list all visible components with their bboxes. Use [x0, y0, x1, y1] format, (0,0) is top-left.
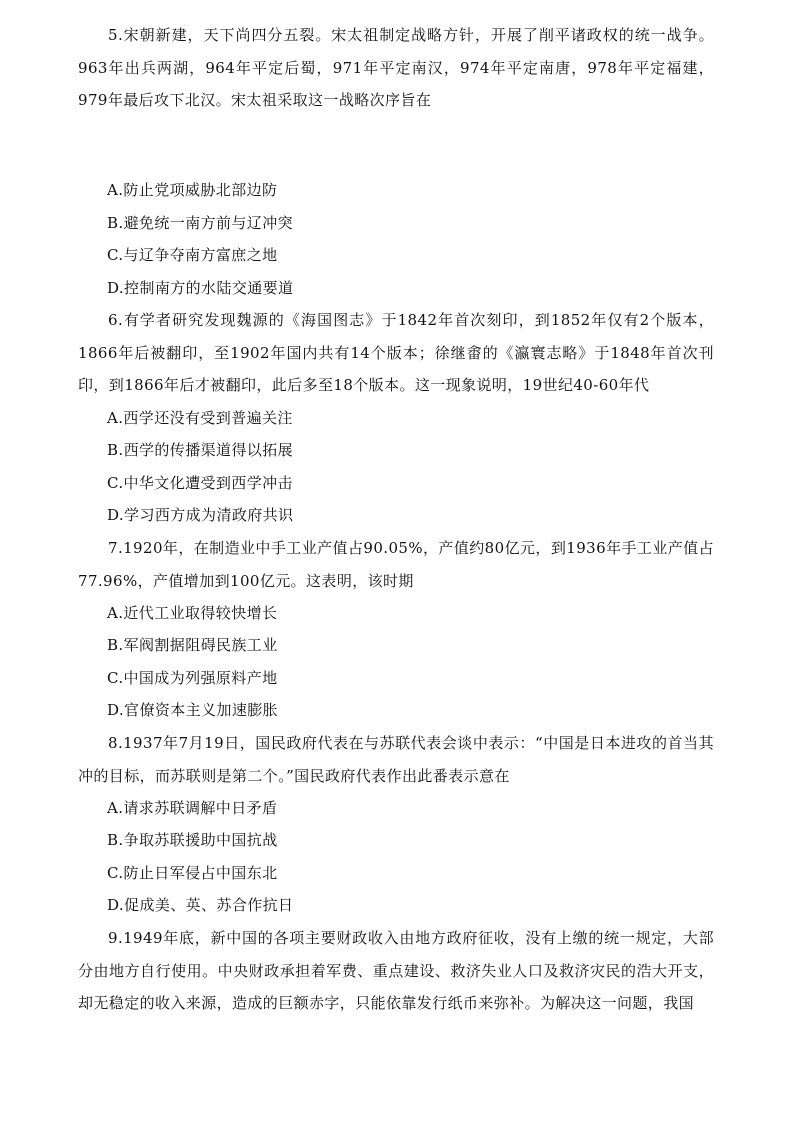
- question-6-stem: 6.有学者研究发现魏源的《海国图志》于1842年首次刻印，到1852年仅有2个版本，1866年后被翻印，至1902年国内共有14个版本；徐继畬的《瀛寰志略》于1848年首次刊印，到1866年后才被翻印，此后多至18个版本。这一现象说明，19世纪40-60年代: [78, 311, 714, 394]
- question-8-option-c: C.防止日军侵占中国东北: [107, 864, 278, 882]
- question-8-option-d: D.促成美、英、苏合作抗日: [107, 896, 294, 914]
- question-9-stem: 9.1949年底，新中国的各项主要财政收入由地方政府征收，没有上缴的统一规定，大部分由地方自行使用。中央财政承担着军费、重点建设、救济失业人口及救济灾民的浩大开支，却无稳定的收入来源，造成的巨额赤字，只能依靠发行纸币来弥补。为解决这一问题，我国: [78, 929, 714, 1012]
- question-8-option-a: A.请求苏联调解中日矛盾: [107, 799, 278, 817]
- question-6-option-c: C.中华文化遭受到西学冲击: [107, 474, 293, 492]
- question-7-option-b: B.军阀割据阻碍民族工业: [107, 636, 278, 654]
- question-5-option-b: B.避免统一南方前与辽冲突: [107, 214, 293, 232]
- question-5-option-d: D.控制南方的水陆交通要道: [107, 279, 294, 297]
- question-8-option-b: B.争取苏联援助中国抗战: [107, 831, 278, 849]
- question-6-option-b: B.西学的传播渠道得以拓展: [107, 441, 293, 459]
- question-5-option-c: C.与辽争夺南方富庶之地: [107, 246, 278, 264]
- question-6-option-d: D.学习西方成为清政府共识: [107, 506, 294, 524]
- question-8-stem: 8.1937年7月19日，国民政府代表在与苏联代表会谈中表示：“中国是日本进攻的首当其冲的目标，而苏联则是第二个。”国民政府代表作出此番表示意在: [78, 734, 714, 785]
- question-7-option-a: A.近代工业取得较快增长: [107, 604, 278, 622]
- question-6-option-a: A.西学还没有受到普遍关注: [107, 409, 293, 427]
- question-5-stem: 5.宋朝新建，天下尚四分五裂。宋太祖制定战略方针，开展了削平诸政权的统一战争。963年出兵两湖，964年平定后蜀，971年平定南汉，974年平定南唐，978年平定福建，979年最后攻下北汉。宋太祖采取这一战略次序旨在: [78, 26, 714, 109]
- question-7-stem: 7.1920年，在制造业中手工业产值占90.05%，产值约80亿元，到1936年手工业产值占77.96%，产值增加到100亿元。这表明，该时期: [78, 539, 714, 590]
- question-7-option-c: C.中国成为列强原料产地: [107, 669, 278, 687]
- question-5-option-a: A.防止党项威胁北部边防: [107, 181, 278, 199]
- question-7-option-d: D.官僚资本主义加速膨胀: [107, 701, 279, 719]
